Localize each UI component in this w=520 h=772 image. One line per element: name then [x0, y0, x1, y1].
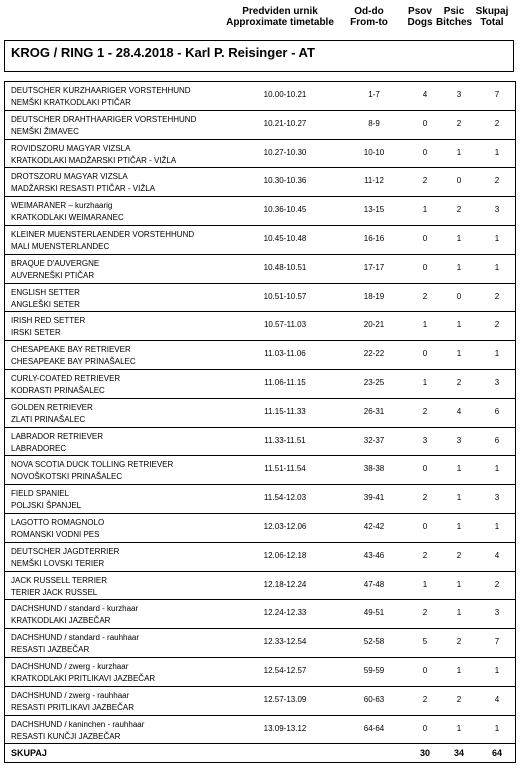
- ring-title: KROG / RING 1 - 28.4.2018 - Karl P. Reisinger - AT: [11, 45, 315, 60]
- table-row: [5, 687, 515, 716]
- total-count-cell: 3: [494, 205, 500, 215]
- dogs-count-cell: 0: [422, 521, 428, 531]
- timetable-cell: 12.57-13.09: [263, 694, 307, 704]
- timetable-cell: 10.00-10.21: [263, 90, 307, 99]
- breed-name-original: DACHSHUND / standard - rauhhaar: [11, 633, 140, 643]
- timetable-cell: 10.57-11.03: [263, 320, 307, 330]
- bitches-count-cell: 0: [456, 291, 462, 301]
- bitches-count-cell: 1: [456, 320, 462, 330]
- breed-name-original: FIELD SPANIEL: [11, 489, 70, 499]
- total-count-cell: 3: [494, 493, 500, 503]
- catalog-range-cell: 8-9: [368, 118, 380, 128]
- totals-bitches: 34: [453, 748, 464, 759]
- header-dogs-en: Dogs: [407, 17, 433, 28]
- bitches-count-cell: 2: [456, 550, 462, 560]
- breed-name-original: DEUTSCHER KURZHAARIGER VORSTEHHUND: [11, 86, 191, 95]
- bitches-count-cell: 2: [456, 637, 462, 647]
- total-count-cell: 6: [494, 406, 500, 416]
- breed-name-original: LABRADOR RETRIEVER: [11, 431, 104, 441]
- table-row: [5, 572, 515, 601]
- timetable-cell: 10.45-10.48: [263, 233, 307, 243]
- dogs-count-cell: 0: [422, 349, 428, 359]
- dogs-count-cell: 2: [422, 291, 428, 301]
- bitches-count-cell: 1: [456, 464, 462, 474]
- timetable-cell: 10.21-10.27: [263, 118, 307, 128]
- table-row: [5, 543, 515, 572]
- total-count-cell: 2: [494, 176, 500, 186]
- breed-name-slovene: IRSKI SETER: [11, 328, 61, 338]
- catalog-range-cell: 20-21: [363, 320, 385, 330]
- total-count-cell: 2: [494, 291, 500, 301]
- catalog-range-cell: 64-64: [363, 723, 385, 733]
- catalog-range-cell: 49-51: [363, 608, 385, 618]
- total-count-cell: 1: [494, 723, 500, 733]
- breed-name-original: KLEINER MUENSTERLAENDER VORSTEHHUND: [11, 229, 195, 239]
- catalog-range-cell: 52-58: [363, 637, 385, 647]
- header-total-sl: Skupaj: [475, 6, 509, 17]
- timetable-cell: 10.48-10.51: [263, 262, 307, 272]
- breed-name-slovene: NOVOŠKOTSKI PRINAŠALEC: [11, 472, 123, 482]
- breed-name-slovene: TERIER JACK RUSSEL: [11, 587, 98, 597]
- header-timetable-sl: Predviden urnik: [242, 6, 318, 17]
- timetable-cell: 10.36-10.45: [263, 205, 307, 215]
- breed-name-original: DEUTSCHER DRAHTHAARIGER VORSTEHHUND: [11, 114, 197, 124]
- breed-name-original: DACHSHUND / zwerg - kurzhaar: [11, 661, 129, 671]
- dogs-count-cell: 3: [422, 435, 428, 445]
- dogs-count-cell: 2: [422, 406, 428, 416]
- catalog-range-cell: 10-10: [363, 147, 385, 157]
- table-row: [5, 255, 515, 284]
- total-count-cell: 2: [494, 579, 500, 589]
- breed-name-slovene: KRATKODLAKI PRITLIKAVI JAZBEČAR: [11, 673, 156, 683]
- breed-name-original: JACK RUSSELL TERRIER: [11, 575, 108, 585]
- table-row: [5, 456, 515, 485]
- timetable-cell: 12.54-12.57: [263, 665, 307, 675]
- bitches-count-cell: 0: [456, 176, 462, 186]
- bitches-count-cell: 1: [456, 147, 462, 157]
- catalog-range-cell: 38-38: [363, 464, 385, 474]
- header-timetable-en: Approximate timetable: [226, 17, 334, 28]
- bitches-count-cell: 1: [456, 723, 462, 733]
- breed-name-original: ENGLISH SETTER: [11, 287, 80, 297]
- breed-name-slovene: RESASTI JAZBEČAR: [11, 645, 90, 655]
- catalog-range-cell: 22-22: [363, 349, 385, 359]
- dogs-count-cell: 2: [422, 493, 428, 503]
- table-row: [5, 370, 515, 399]
- total-count-cell: 1: [494, 521, 500, 531]
- table-row: [5, 399, 515, 428]
- total-count-cell: 3: [494, 608, 500, 618]
- totals-total: 64: [491, 748, 502, 759]
- column-headers: [0, 6, 520, 36]
- timetable-cell: 12.03-12.06: [263, 521, 307, 531]
- table-row: [5, 82, 515, 111]
- catalog-range-cell: 43-46: [363, 550, 385, 560]
- breed-name-original: WEIMARANER – kurzhaarig: [11, 201, 113, 211]
- timetable-cell: 10.27-10.30: [263, 147, 307, 157]
- total-count-cell: 1: [494, 147, 500, 157]
- dogs-count-cell: 0: [422, 464, 428, 474]
- header-total-en: Total: [480, 17, 504, 28]
- timetable-cell: 10.30-10.36: [263, 176, 307, 186]
- header-timetable: [215, 6, 345, 28]
- catalog-range-cell: 60-63: [363, 694, 385, 704]
- total-count-cell: 1: [494, 233, 500, 243]
- catalog-range-cell: 23-25: [363, 377, 385, 387]
- breed-name-slovene: ZLATI PRINAŠALEC: [11, 414, 86, 424]
- catalog-range-cell: 47-48: [363, 579, 385, 589]
- catalog-range-cell: 18-19: [363, 291, 385, 301]
- dogs-count-cell: 0: [422, 147, 428, 157]
- timetable-cell: 11.03-11.06: [264, 349, 306, 359]
- timetable-cell: 11.06-11.15: [264, 377, 306, 387]
- header-range-sl: Od-do: [354, 6, 384, 17]
- breed-name-slovene: ROMANSKI VODNI PES: [11, 529, 100, 539]
- table-row: [5, 716, 515, 745]
- header-bitches-sl: Psic: [443, 6, 465, 17]
- breed-name-original: CURLY-COATED RETRIEVER: [11, 373, 121, 383]
- breed-name-original: DEUTSCHER JAGDTERRIER: [11, 546, 120, 556]
- dogs-count-cell: 2: [422, 608, 428, 618]
- timetable-cell: 12.24-12.33: [263, 608, 307, 618]
- table-row: [5, 312, 515, 341]
- breed-name-slovene: KODRASTI PRINAŠALEC: [11, 385, 105, 395]
- breed-name-slovene: RESASTI PRITLIKAVI JAZBEČAR: [11, 702, 134, 712]
- table-row: [5, 197, 515, 226]
- table-row: [5, 658, 515, 687]
- breed-name-original: NOVA SCOTIA DUCK TOLLING RETRIEVER: [11, 460, 174, 470]
- dogs-count-cell: 0: [422, 723, 428, 733]
- total-count-cell: 2: [494, 320, 500, 330]
- table-row: [5, 111, 515, 140]
- totals-row: [5, 744, 515, 762]
- bitches-count-cell: 1: [456, 579, 462, 589]
- table-row: [5, 514, 515, 543]
- total-count-cell: 3: [494, 377, 500, 387]
- catalog-range-cell: 26-31: [363, 406, 385, 416]
- bitches-count-cell: 2: [456, 118, 462, 128]
- bitches-count-cell: 1: [456, 493, 462, 503]
- table-row: [5, 629, 515, 658]
- header-total: [470, 6, 514, 28]
- timetable-cell: 11.33-11.51: [264, 435, 306, 445]
- catalog-range-cell: 42-42: [363, 521, 385, 531]
- bitches-count-cell: 1: [456, 665, 462, 675]
- bitches-count-cell: 1: [456, 521, 462, 531]
- bitches-count-cell: 1: [456, 262, 462, 272]
- catalog-range-cell: 13-15: [363, 205, 385, 215]
- dogs-count-cell: 1: [422, 205, 428, 215]
- totals-label: SKUPAJ: [11, 748, 47, 759]
- total-count-cell: 1: [494, 349, 500, 359]
- total-count-cell: 4: [494, 694, 500, 704]
- breed-name-original: IRISH RED SETTER: [11, 316, 86, 326]
- table-row: [5, 600, 515, 629]
- table-row: [5, 341, 515, 370]
- bitches-count-cell: 2: [456, 377, 462, 387]
- breed-name-slovene: NEMŠKI KRATKODLAKI PTIČAR: [11, 98, 131, 107]
- breed-name-original: DACHSHUND / standard - kurzhaar: [11, 604, 139, 614]
- dogs-count-cell: 0: [422, 118, 428, 128]
- breed-name-slovene: POLJSKI ŠPANJEL: [11, 501, 82, 511]
- total-count-cell: 4: [494, 550, 500, 560]
- totals-dogs: 30: [419, 748, 430, 759]
- ring-title-box: [4, 40, 514, 72]
- bitches-count-cell: 3: [456, 435, 462, 445]
- timetable-cell: 11.51-11.54: [264, 464, 306, 474]
- breed-name-slovene: LABRADOREC: [11, 443, 67, 453]
- total-count-cell: 1: [494, 665, 500, 675]
- catalog-range-cell: 1-7: [368, 90, 380, 99]
- catalog-range-cell: 17-17: [363, 262, 385, 272]
- catalog-range-cell: 39-41: [363, 493, 385, 503]
- timetable-cell: 12.18-12.24: [263, 579, 307, 589]
- table-row: [5, 428, 515, 457]
- breed-name-slovene: NEMŠKI LOVSKI TERIER: [11, 558, 105, 568]
- dogs-count-cell: 2: [422, 694, 428, 704]
- breed-name-slovene: KRATKODLAKI WEIMARANEC: [11, 213, 124, 223]
- breed-name-original: DACHSHUND / kaninchen - rauhhaar: [11, 719, 145, 729]
- total-count-cell: 6: [494, 435, 500, 445]
- timetable-cell: 12.06-12.18: [263, 550, 307, 560]
- dogs-count-cell: 0: [422, 262, 428, 272]
- breed-name-slovene: MALI MUENSTERLANDEC: [11, 241, 110, 251]
- breed-name-original: GOLDEN RETRIEVER: [11, 402, 93, 412]
- bitches-count-cell: 4: [456, 406, 462, 416]
- bitches-count-cell: 1: [456, 608, 462, 618]
- breed-name-original: CHESAPEAKE BAY RETRIEVER: [11, 345, 131, 355]
- dogs-count-cell: 1: [422, 377, 428, 387]
- breed-name-slovene: ANGLEŠKI SETER: [11, 299, 80, 309]
- breed-name-slovene: KRATKODLAKI MADŽARSKI PTIČAR - VIŽLA: [11, 155, 177, 165]
- total-count-cell: 1: [494, 464, 500, 474]
- total-count-cell: 1: [494, 262, 500, 272]
- dogs-count-cell: 4: [422, 90, 428, 99]
- timetable-cell: 12.33-12.54: [263, 637, 307, 647]
- catalog-range-cell: 32-37: [363, 435, 385, 445]
- dogs-count-cell: 1: [422, 320, 428, 330]
- dogs-count-cell: 1: [422, 579, 428, 589]
- catalog-range-cell: 11-12: [364, 176, 384, 186]
- bitches-count-cell: 1: [456, 233, 462, 243]
- table-row: [5, 140, 515, 169]
- table-row: [5, 226, 515, 255]
- breed-name-slovene: NEMŠKI ŽIMAVEC: [11, 126, 79, 136]
- header-dogs-sl: Psov: [408, 6, 432, 17]
- catalog-range-cell: 16-16: [363, 233, 385, 243]
- table-row: [5, 284, 515, 313]
- dogs-count-cell: 2: [422, 550, 428, 560]
- table-row: [5, 485, 515, 514]
- dogs-count-cell: 5: [422, 637, 428, 647]
- breed-name-slovene: AUVERNEŠKI PTIČAR: [11, 270, 95, 280]
- breed-name-original: ROVIDSZORU MAGYAR VIZSLA: [11, 143, 131, 153]
- timetable-cell: 11.15-11.33: [264, 406, 306, 416]
- total-count-cell: 2: [494, 118, 500, 128]
- breed-name-original: DACHSHUND / zwerg - rauhhaar: [11, 690, 130, 700]
- dogs-count-cell: 2: [422, 176, 428, 186]
- breed-table: [4, 81, 516, 763]
- breed-name-slovene: KRATKODLAKI JAZBEČAR: [11, 616, 111, 626]
- header-range: [342, 6, 396, 28]
- timetable-cell: 10.51-10.57: [263, 291, 307, 301]
- breed-name-slovene: CHESAPEAKE BAY PRINAŠALEC: [11, 357, 136, 367]
- timetable-cell: 13.09-13.12: [263, 723, 307, 733]
- bitches-count-cell: 2: [456, 205, 462, 215]
- bitches-count-cell: 1: [456, 349, 462, 359]
- breed-name-slovene: MADŽARSKI RESASTI PTIČAR - VIŽLA: [11, 184, 156, 194]
- header-bitches-en: Bitches: [435, 17, 473, 28]
- header-range-en: From-to: [350, 17, 388, 28]
- breed-name-original: BRAQUE D'AUVERGNE: [11, 258, 100, 268]
- total-count-cell: 7: [494, 90, 500, 99]
- catalog-range-cell: 59-59: [363, 665, 385, 675]
- total-count-cell: 7: [494, 637, 500, 647]
- bitches-count-cell: 3: [456, 90, 462, 99]
- breed-name-original: LAGOTTO ROMAGNOLO: [11, 517, 105, 527]
- dogs-count-cell: 0: [422, 233, 428, 243]
- breed-name-slovene: RESASTI KUNČJI JAZBEČAR: [11, 731, 121, 741]
- timetable-cell: 11.54-12.03: [263, 493, 307, 503]
- bitches-count-cell: 2: [456, 694, 462, 704]
- table-row: [5, 168, 515, 197]
- dogs-count-cell: 0: [422, 665, 428, 675]
- breed-name-original: DROTSZORU MAGYAR VIZSLA: [11, 172, 128, 182]
